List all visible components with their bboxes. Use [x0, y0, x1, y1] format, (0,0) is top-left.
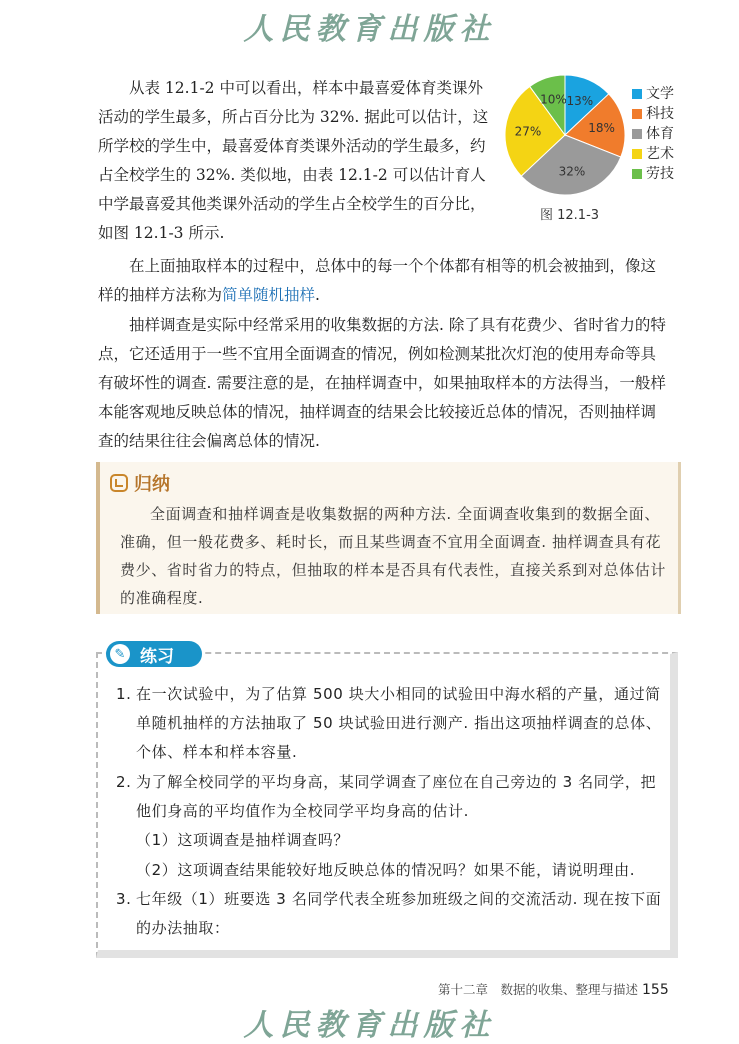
summary-header	[110, 470, 170, 496]
legend-label-1: 科技	[646, 106, 674, 122]
exercise-2-part-2: （2）这项调查结果能较好地反映总体的情况吗？如果不能，请说明理由.	[136, 861, 636, 879]
figure-caption: 图 12.1-3	[540, 208, 600, 223]
exercise-3-text: 七年级（1）班要选 3 名同学代表全班参加班级之间的交流活动. 现在按下面的办法抽取：	[136, 890, 662, 937]
summary-icon	[110, 474, 128, 492]
paragraph-1: 从表 12.1-2 中可以看出，样本中最喜爱体育类课外活动的学生最多，所占百分比为 32%. 据此可以估计，这所学校的学生中，最喜爱体育类课外活动的学生最多，约占全校学生的 32%. 类似地，由表 12.1-2 可以估计育人中学最喜爱其他类课外活动的学生占全校学生的百分比，如图 12.1-3 所示.	[98, 79, 489, 242]
paragraph-3: 抽样调查是实际中经常采用的收集数据的方法. 除了具有花费少、省时省力的特点，它还适用于一些不宜用全面调查的情况，例如检测某批次灯泡的使用寿命等具有破坏性的调查. 需要注意的是，在抽样调查中，如果抽取样本的方法得当，一般样本能客观地反映总体的情况，抽样调查的结果会比较接近总体的情况，否则抽样调查的结果往往会偏离总体的情况.	[98, 316, 666, 450]
pie-label-3: 27%	[514, 124, 542, 139]
pie-chart-figure	[500, 70, 720, 223]
pie-label-0: 13%	[566, 93, 594, 108]
page-number: 155	[642, 982, 669, 998]
exercise-3	[116, 885, 662, 943]
exercise-1-number: 1.	[116, 685, 132, 703]
legend-label-3: 艺术	[646, 146, 674, 162]
paragraph-2-end: .	[315, 286, 320, 304]
legend-swatch-1	[632, 109, 642, 119]
chapter-title: 第十二章 数据的收集、整理与描述	[438, 982, 639, 997]
pie-label-2: 32%	[558, 164, 586, 179]
exercise-1-text: 在一次试验中，为了估算 500 块大小相同的试验田中海水稻的产量，通过简单随机抽样的方法抽取了 50 块试验田进行测产. 指出这项抽样调查的总体、个体、样本和样本容量.	[136, 685, 662, 761]
legend-label-2: 体育	[646, 126, 674, 142]
exercise-2-text: 为了解全校同学的平均身高，某同学调查了座位在自己旁边的 3 名同学，把他们身高的平均值作为全校同学平均身高的估计.	[136, 773, 657, 820]
chart-legend	[632, 84, 674, 184]
legend-swatch-3	[632, 149, 642, 159]
legend-swatch-4	[632, 169, 642, 179]
practice-title: 练习	[140, 646, 174, 667]
pie-label-4: 10%	[540, 92, 567, 107]
legend-item-4	[632, 164, 674, 184]
summary-box	[96, 462, 681, 614]
summary-text: 全面调查和抽样调查是收集数据的两种方法. 全面调查收集到的数据全面、准确，但一般花费多、耗时长，而且某些调查不宜用全面调查. 抽样调查具有花费少、省时省力的特点，但抽取的样本是否具有代表性，直接关系到对总体估计的准确程度.	[120, 505, 667, 607]
exercise-1	[116, 680, 662, 767]
exercise-2	[116, 768, 662, 826]
legend-item-0	[632, 84, 674, 104]
summary-title: 归纳	[134, 474, 170, 495]
legend-label-0: 文学	[646, 86, 674, 102]
practice-header	[106, 641, 202, 667]
exercise-2-number: 2.	[116, 773, 132, 791]
legend-swatch-2	[632, 129, 642, 139]
exercise-2-part-1: （1）这项调查是抽样调查吗？	[136, 831, 349, 849]
pie-chart	[500, 70, 630, 200]
paragraph-2-text: 在上面抽取样本的过程中，总体中的每一个个体都有相等的机会被抽到，像这样的抽样方法称为	[98, 257, 657, 304]
legend-item-3	[632, 144, 674, 164]
exercise-3-number: 3.	[116, 890, 132, 908]
legend-item-1	[632, 104, 674, 124]
legend-label-4: 劳技	[646, 166, 674, 182]
legend-swatch-0	[632, 89, 642, 99]
pie-label-1: 18%	[588, 121, 615, 136]
paragraph-2	[98, 252, 670, 310]
practice-icon: ✎	[110, 644, 130, 664]
publisher-watermark-top: 人民教育出版社	[243, 12, 496, 47]
legend-item-2	[632, 124, 674, 144]
key-term: 简单随机抽样	[222, 286, 316, 304]
page-footer	[438, 980, 669, 998]
publisher-watermark-bottom: 人民教育出版社	[243, 1008, 496, 1043]
